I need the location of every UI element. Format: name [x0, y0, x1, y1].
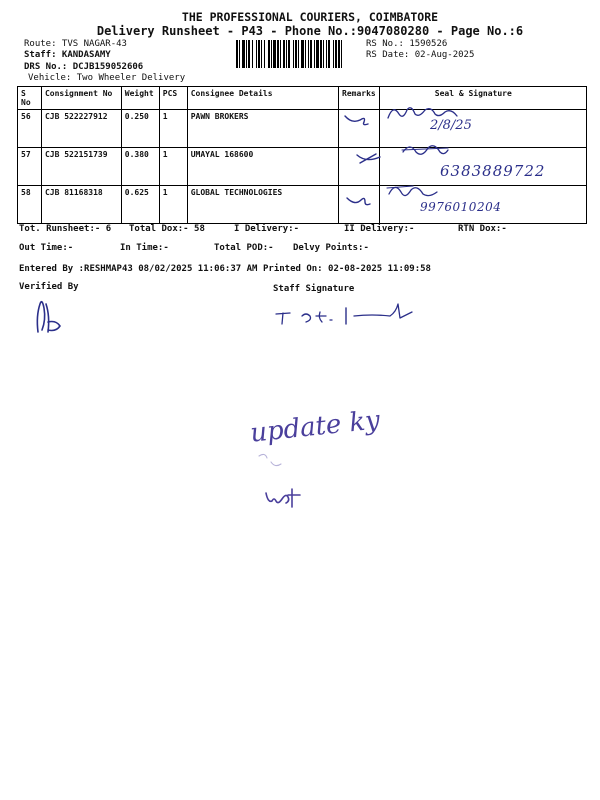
barcode-bar: [286, 40, 287, 68]
drs-number: DRS No.: DCJB159052606: [24, 62, 144, 72]
barcode-bar: [256, 40, 257, 68]
ii-delivery: II Delivery:-: [344, 224, 415, 234]
handwritten-date: 2/8/25: [430, 118, 472, 133]
barcode-bar: [264, 40, 265, 68]
barcode-bar: [326, 40, 327, 68]
remark-tick-mark: [343, 190, 373, 208]
handwritten-update-note: update ky: [248, 405, 382, 449]
barcode-bar: [258, 40, 260, 68]
barcode-bar: [301, 40, 304, 68]
barcode-bar: [236, 40, 238, 68]
verified-by-label: Verified By: [19, 282, 79, 292]
barcode-bar: [280, 40, 281, 68]
cell-consignee: PAWN BROKERS: [187, 110, 338, 148]
delvy-points: Delvy Points:-: [293, 243, 369, 253]
barcode-bar: [333, 40, 334, 68]
header-consignee: Consignee Details: [187, 87, 338, 110]
i-delivery: I Delivery:-: [234, 224, 300, 234]
route-label: Route: TVS NAGAR-43: [24, 39, 127, 49]
faint-ink-scribble: [255, 450, 289, 474]
handwritten-initials: [262, 485, 306, 511]
cell-consignee: UMAYAL 168600: [187, 148, 338, 186]
header-remarks: Remarks: [339, 87, 380, 110]
barcode-bar: [298, 40, 299, 68]
cell-weight: 0.250: [121, 110, 159, 148]
handwritten-phone-57: 6383889722: [440, 162, 546, 180]
in-time: In Time:-: [120, 243, 169, 253]
header-consignment: Consignment No: [41, 87, 121, 110]
cell-sno: 57: [18, 148, 42, 186]
staff-label: Staff: KANDASAMY: [24, 50, 111, 60]
tot-runsheet: Tot. Runsheet:- 6: [19, 224, 112, 234]
runsheet-title: Delivery Runsheet - P43 - Phone No.:9047080280 - Page No.:6: [96, 24, 524, 38]
barcode-bar: [252, 40, 253, 68]
barcode-bar: [295, 40, 297, 68]
printed-on: Printed On: 02-08-2025 11:09:58: [263, 264, 431, 274]
entered-by: Entered By :RESHMAP43 08/02/2025 11:06:37 AM: [19, 264, 258, 274]
barcode-bar: [316, 40, 319, 68]
table-header-row: [18, 87, 587, 110]
cell-pcs: 1: [159, 186, 187, 224]
barcode-bar: [341, 40, 342, 68]
staff-signature-label: Staff Signature: [273, 284, 355, 294]
barcode-bar: [271, 40, 272, 68]
total-pod: Total POD:-: [214, 243, 274, 253]
barcode-bar: [293, 40, 294, 68]
barcode-bar: [248, 40, 250, 68]
barcode-bar: [242, 40, 245, 68]
header-weight: Weight: [121, 87, 159, 110]
barcode-bar: [314, 40, 315, 68]
cell-consignee: GLOBAL TECHNOLOGIES: [187, 186, 338, 224]
cell-consignment: CJB 522151739: [41, 148, 121, 186]
barcode-bar: [273, 40, 276, 68]
out-time: Out Time:-: [19, 243, 74, 253]
cell-pcs: 1: [159, 148, 187, 186]
barcode-bar: [310, 40, 312, 68]
rs-date: RS Date: 02-Aug-2025: [366, 50, 475, 60]
verified-by-signature: [30, 296, 70, 340]
barcode-bar: [305, 40, 306, 68]
barcode-image: [236, 40, 358, 68]
signature-row-57: [400, 140, 450, 162]
header-seal-signature: Seal & Signature: [379, 87, 586, 110]
header-pcs: PCS: [159, 87, 187, 110]
barcode-bar: [308, 40, 309, 68]
barcode-bar: [277, 40, 279, 68]
handwritten-phone-58: 9976010204: [420, 200, 502, 214]
runsheet-table: [17, 86, 587, 224]
cell-weight: 0.625: [121, 186, 159, 224]
barcode-bar: [323, 40, 324, 68]
barcode-bar: [338, 40, 340, 68]
cell-sno: 56: [18, 110, 42, 148]
barcode-bar: [328, 40, 330, 68]
cell-sno: 58: [18, 186, 42, 224]
cell-consignment: CJB 81168318: [41, 186, 121, 224]
rs-number: RS No.: 1590526: [366, 39, 448, 49]
barcode-bar: [246, 40, 247, 68]
barcode-bar: [268, 40, 270, 68]
remark-tick-mark: [340, 108, 376, 128]
barcode-bar: [335, 40, 337, 68]
barcode-bar: [288, 40, 290, 68]
barcode-bar: [283, 40, 285, 68]
rtn-dox: RTN Dox:-: [458, 224, 507, 234]
cell-consignment: CJB 522227912: [41, 110, 121, 148]
barcode-bar: [261, 40, 262, 68]
cell-weight: 0.380: [121, 148, 159, 186]
vehicle-label: Vehicle: Two Wheeler Delivery: [28, 73, 186, 83]
total-dox: Total Dox:- 58: [129, 224, 205, 234]
header-sno: S No: [18, 87, 42, 110]
table-row: [18, 110, 587, 148]
remark-cross-mark: [354, 151, 384, 167]
cell-pcs: 1: [159, 110, 187, 148]
staff-signature: [272, 296, 422, 328]
barcode-bar: [320, 40, 322, 68]
company-name: THE PROFESSIONAL COURIERS, COIMBATORE: [181, 10, 439, 24]
barcode-bar: [239, 40, 240, 68]
